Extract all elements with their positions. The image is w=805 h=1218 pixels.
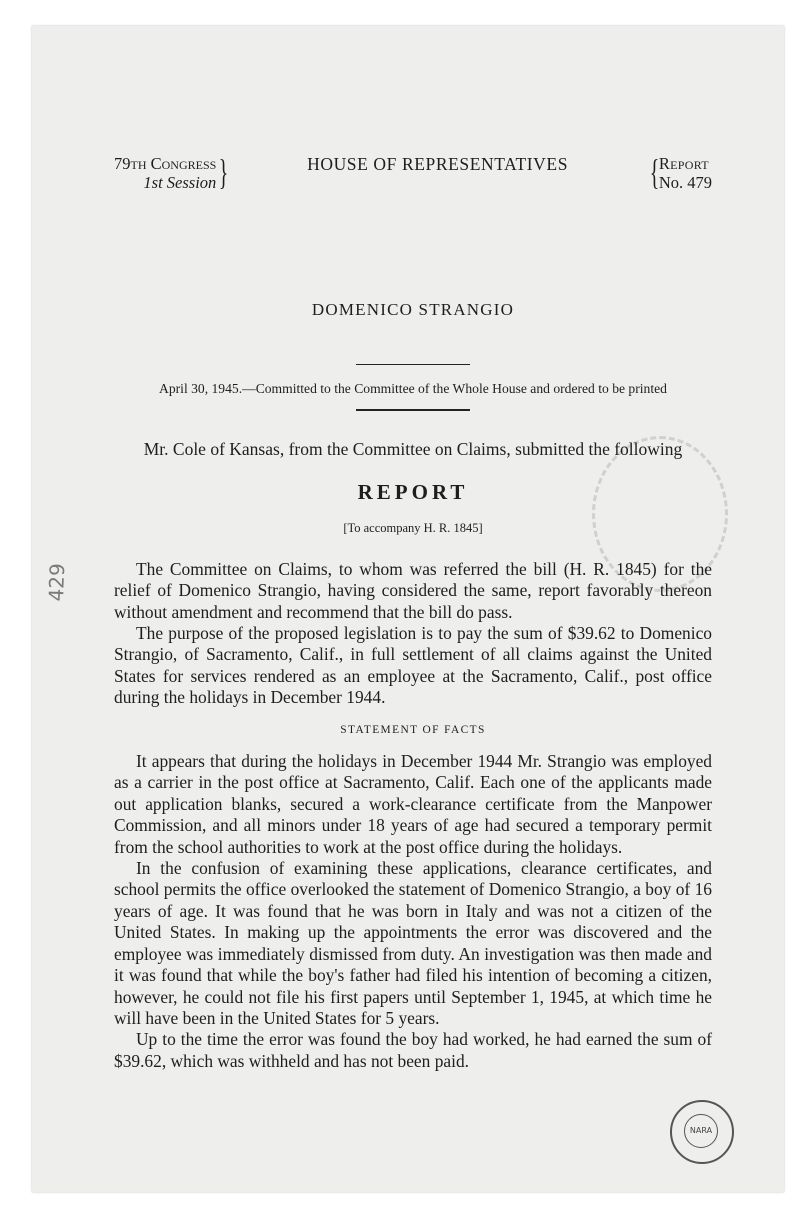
congress-label: 79th Congress xyxy=(114,154,217,173)
session-label: 1st Session xyxy=(143,173,217,192)
right-brace-glyph: { xyxy=(649,152,660,192)
paragraph-facts-payment: Up to the time the error was found the boy had worked, he had earned the sum of $39.62, which was withheld and has not been paid. xyxy=(114,1029,712,1071)
congress-session-block xyxy=(114,154,216,192)
report-number-block xyxy=(659,154,712,192)
paragraph-facts-employment: It appears that during the holidays in December 1944 Mr. Strangio was employed as a carrier in the post office at Sacramento, Calif. Each one of the applicants made out application blanks, secured a work-clearance certificate from the Manpower Commission, and all minors under 18 years of age had secured a temporary permit from the school authorities to work at the post office during the holidays. xyxy=(114,751,712,857)
report-label: Report xyxy=(658,154,709,173)
archive-stamp-text: NARA xyxy=(684,1114,718,1148)
divider-rule xyxy=(356,364,470,365)
document-page xyxy=(32,26,784,1192)
chamber-name: HOUSE OF REPRESENTATIVES xyxy=(307,154,569,174)
report-body xyxy=(114,559,712,1072)
report-heading: REPORT xyxy=(357,479,469,504)
accompany-bill-note: [To accompany H. R. 1845] xyxy=(343,520,483,535)
submitter-line: Mr. Cole of Kansas, from the Committee on Claims, submitted the following xyxy=(143,438,683,459)
left-brace-glyph: } xyxy=(219,152,229,192)
document-title: DOMENICO STRANGIO xyxy=(311,300,515,319)
report-number: No. 479 xyxy=(658,173,712,192)
section-heading-statement-of-facts: STATEMENT OF FACTS xyxy=(340,723,486,736)
paragraph-referral: The Committee on Claims, to whom was referred the bill (H. R. 1845) for the relief of Domenico Strangio, having considered the same, report favorably thereon without amendment and recommend that the bill do pass. xyxy=(114,558,712,622)
paragraph-purpose: The purpose of the proposed legislation is to pay the sum of $39.62 to Domenico Strangio, of Sacramento, Calif., in full settlement of all claims against the United States for services rendered as an employee at the Sacramento, Calif., post office during the holidays in December 1944. xyxy=(114,623,712,708)
archive-stamp xyxy=(670,1100,734,1164)
date-committed-line: April 30, 1945.—Committed to the Committee of the Whole House and ordered to be printed xyxy=(159,381,667,397)
report-content xyxy=(114,154,712,1072)
handwritten-margin-note: 429 xyxy=(44,562,70,602)
report-header xyxy=(114,154,712,192)
paragraph-facts-error: In the confusion of examining these applications, clearance certificates, and school permits the office overlooked the statement of Domenico Strangio, a boy of 16 years of age. It was found that he was born in Italy and was not a citizen of the United States. In making up the appointments the error was discovered and the employee was immediately dismissed from duty. An investigation was then made and it was found that while the boy's father had filed his intention of becoming a citizen, however, he could not file his first papers until September 1, 1945, at which time he will have been in the United States for 5 years. xyxy=(114,858,712,1028)
divider-rule xyxy=(356,409,470,410)
